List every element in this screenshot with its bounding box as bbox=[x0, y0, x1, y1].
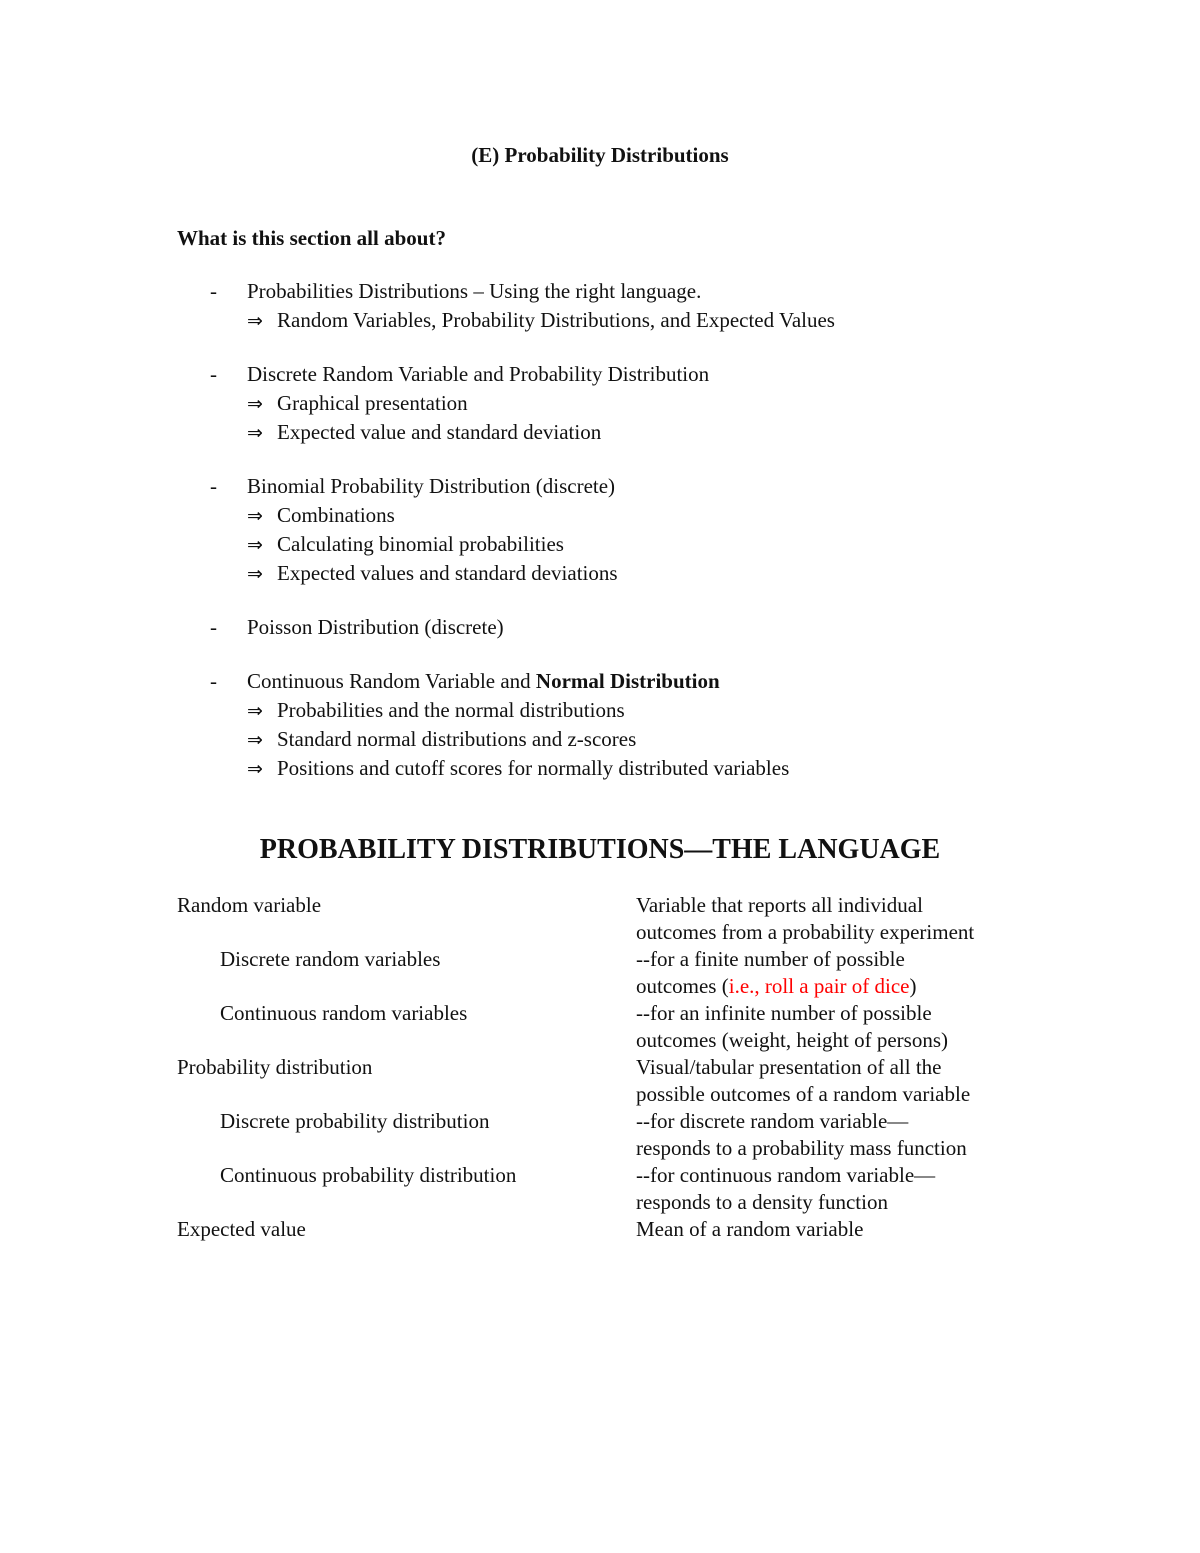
glossary-definition: --for an infinite number of possible outcomes (weight, height of persons) bbox=[636, 1001, 949, 1052]
outline-item bbox=[210, 667, 1110, 783]
implies-arrow-icon: ⇒ bbox=[247, 729, 263, 751]
sub-item bbox=[210, 501, 1110, 530]
document-title: (E) Probability Distributions bbox=[471, 143, 729, 167]
highlighted-example: i.e., roll a pair of dice bbox=[728, 974, 910, 998]
section-outline bbox=[210, 277, 1110, 808]
bullet-dash: - bbox=[210, 669, 217, 693]
glossary-term: Discrete random variables bbox=[220, 947, 441, 971]
section-heading: PROBABILITY DISTRIBUTIONS—THE LANGUAGE bbox=[259, 834, 941, 865]
sub-item-text: Positions and cutoff scores for normally distributed variables bbox=[277, 756, 790, 780]
sub-item bbox=[210, 725, 1110, 754]
sub-item-text: Probabilities and the normal distributions bbox=[277, 698, 625, 722]
sub-item-text: Expected value and standard deviation bbox=[277, 420, 602, 444]
intro-heading: What is this section all about? bbox=[177, 226, 446, 250]
glossary-row bbox=[177, 1000, 1077, 1054]
glossary-definition: Visual/tabular presentation of all the possible outcomes of a random variable bbox=[636, 1055, 971, 1106]
implies-arrow-icon: ⇒ bbox=[247, 563, 263, 585]
bullet-dash: - bbox=[210, 279, 217, 303]
glossary-term: Expected value bbox=[177, 1217, 306, 1241]
glossary-row bbox=[177, 1108, 1077, 1162]
bullet-dash: - bbox=[210, 362, 217, 386]
sub-item-text: Graphical presentation bbox=[277, 391, 468, 415]
glossary-row bbox=[177, 1216, 1077, 1270]
glossary-row bbox=[177, 892, 1077, 946]
implies-arrow-icon: ⇒ bbox=[247, 310, 263, 332]
sub-item bbox=[210, 696, 1110, 725]
sub-item bbox=[210, 754, 1110, 783]
sub-item-text: Random Variables, Probability Distributions, and Expected Values bbox=[277, 308, 835, 332]
sub-item bbox=[210, 389, 1110, 418]
glossary-term: Continuous probability distribution bbox=[220, 1163, 517, 1187]
sub-item bbox=[210, 418, 1110, 447]
sub-item-text: Standard normal distributions and z-scores bbox=[277, 727, 637, 751]
glossary-row bbox=[177, 946, 1077, 1000]
outline-item-text: Discrete Random Variable and Probability Distribution bbox=[247, 362, 710, 386]
glossary-row bbox=[177, 1054, 1077, 1108]
glossary-term: Random variable bbox=[177, 893, 322, 917]
glossary-definition: Variable that reports all individual outcomes from a probability experiment bbox=[636, 893, 975, 944]
glossary-term: Discrete probability distribution bbox=[220, 1109, 490, 1133]
outline-item bbox=[210, 613, 1110, 642]
implies-arrow-icon: ⇒ bbox=[247, 534, 263, 556]
sub-item-text: Expected values and standard deviations bbox=[277, 561, 618, 585]
outline-item-text: Probabilities Distributions – Using the right language. bbox=[247, 279, 702, 303]
implies-arrow-icon: ⇒ bbox=[247, 422, 263, 444]
glossary-row bbox=[177, 1162, 1077, 1216]
bullet-dash: - bbox=[210, 474, 217, 498]
outline-item bbox=[210, 360, 1110, 447]
glossary-term: Continuous random variables bbox=[220, 1001, 468, 1025]
glossary-definition: --for continuous random variable— responds to a density function bbox=[636, 1163, 936, 1214]
outline-item bbox=[210, 277, 1110, 335]
sub-item-text: Calculating binomial probabilities bbox=[277, 532, 564, 556]
glossary-definition: --for discrete random variable— responds to a probability mass function bbox=[636, 1109, 967, 1160]
sub-item-text: Combinations bbox=[277, 503, 395, 527]
glossary-definition: --for a finite number of possible outcomes (i.e., roll a pair of dice) bbox=[636, 947, 917, 998]
implies-arrow-icon: ⇒ bbox=[247, 393, 263, 415]
outline-item-text: Binomial Probability Distribution (discrete) bbox=[247, 474, 616, 498]
glossary-definition: Mean of a random variable bbox=[636, 1217, 864, 1241]
implies-arrow-icon: ⇒ bbox=[247, 505, 263, 527]
sub-item bbox=[210, 306, 1110, 335]
implies-arrow-icon: ⇒ bbox=[247, 700, 263, 722]
glossary-table bbox=[177, 892, 1077, 1270]
outline-item-text: Poisson Distribution (discrete) bbox=[247, 615, 504, 639]
bullet-dash: - bbox=[210, 615, 217, 639]
implies-arrow-icon: ⇒ bbox=[247, 758, 263, 780]
glossary-term: Probability distribution bbox=[177, 1055, 373, 1079]
sub-item bbox=[210, 559, 1110, 588]
outline-item-text: Continuous Random Variable and bbox=[247, 669, 536, 693]
outline-item-bold-text: Normal Distribution bbox=[535, 669, 720, 693]
outline-item bbox=[210, 472, 1110, 588]
sub-item bbox=[210, 530, 1110, 559]
